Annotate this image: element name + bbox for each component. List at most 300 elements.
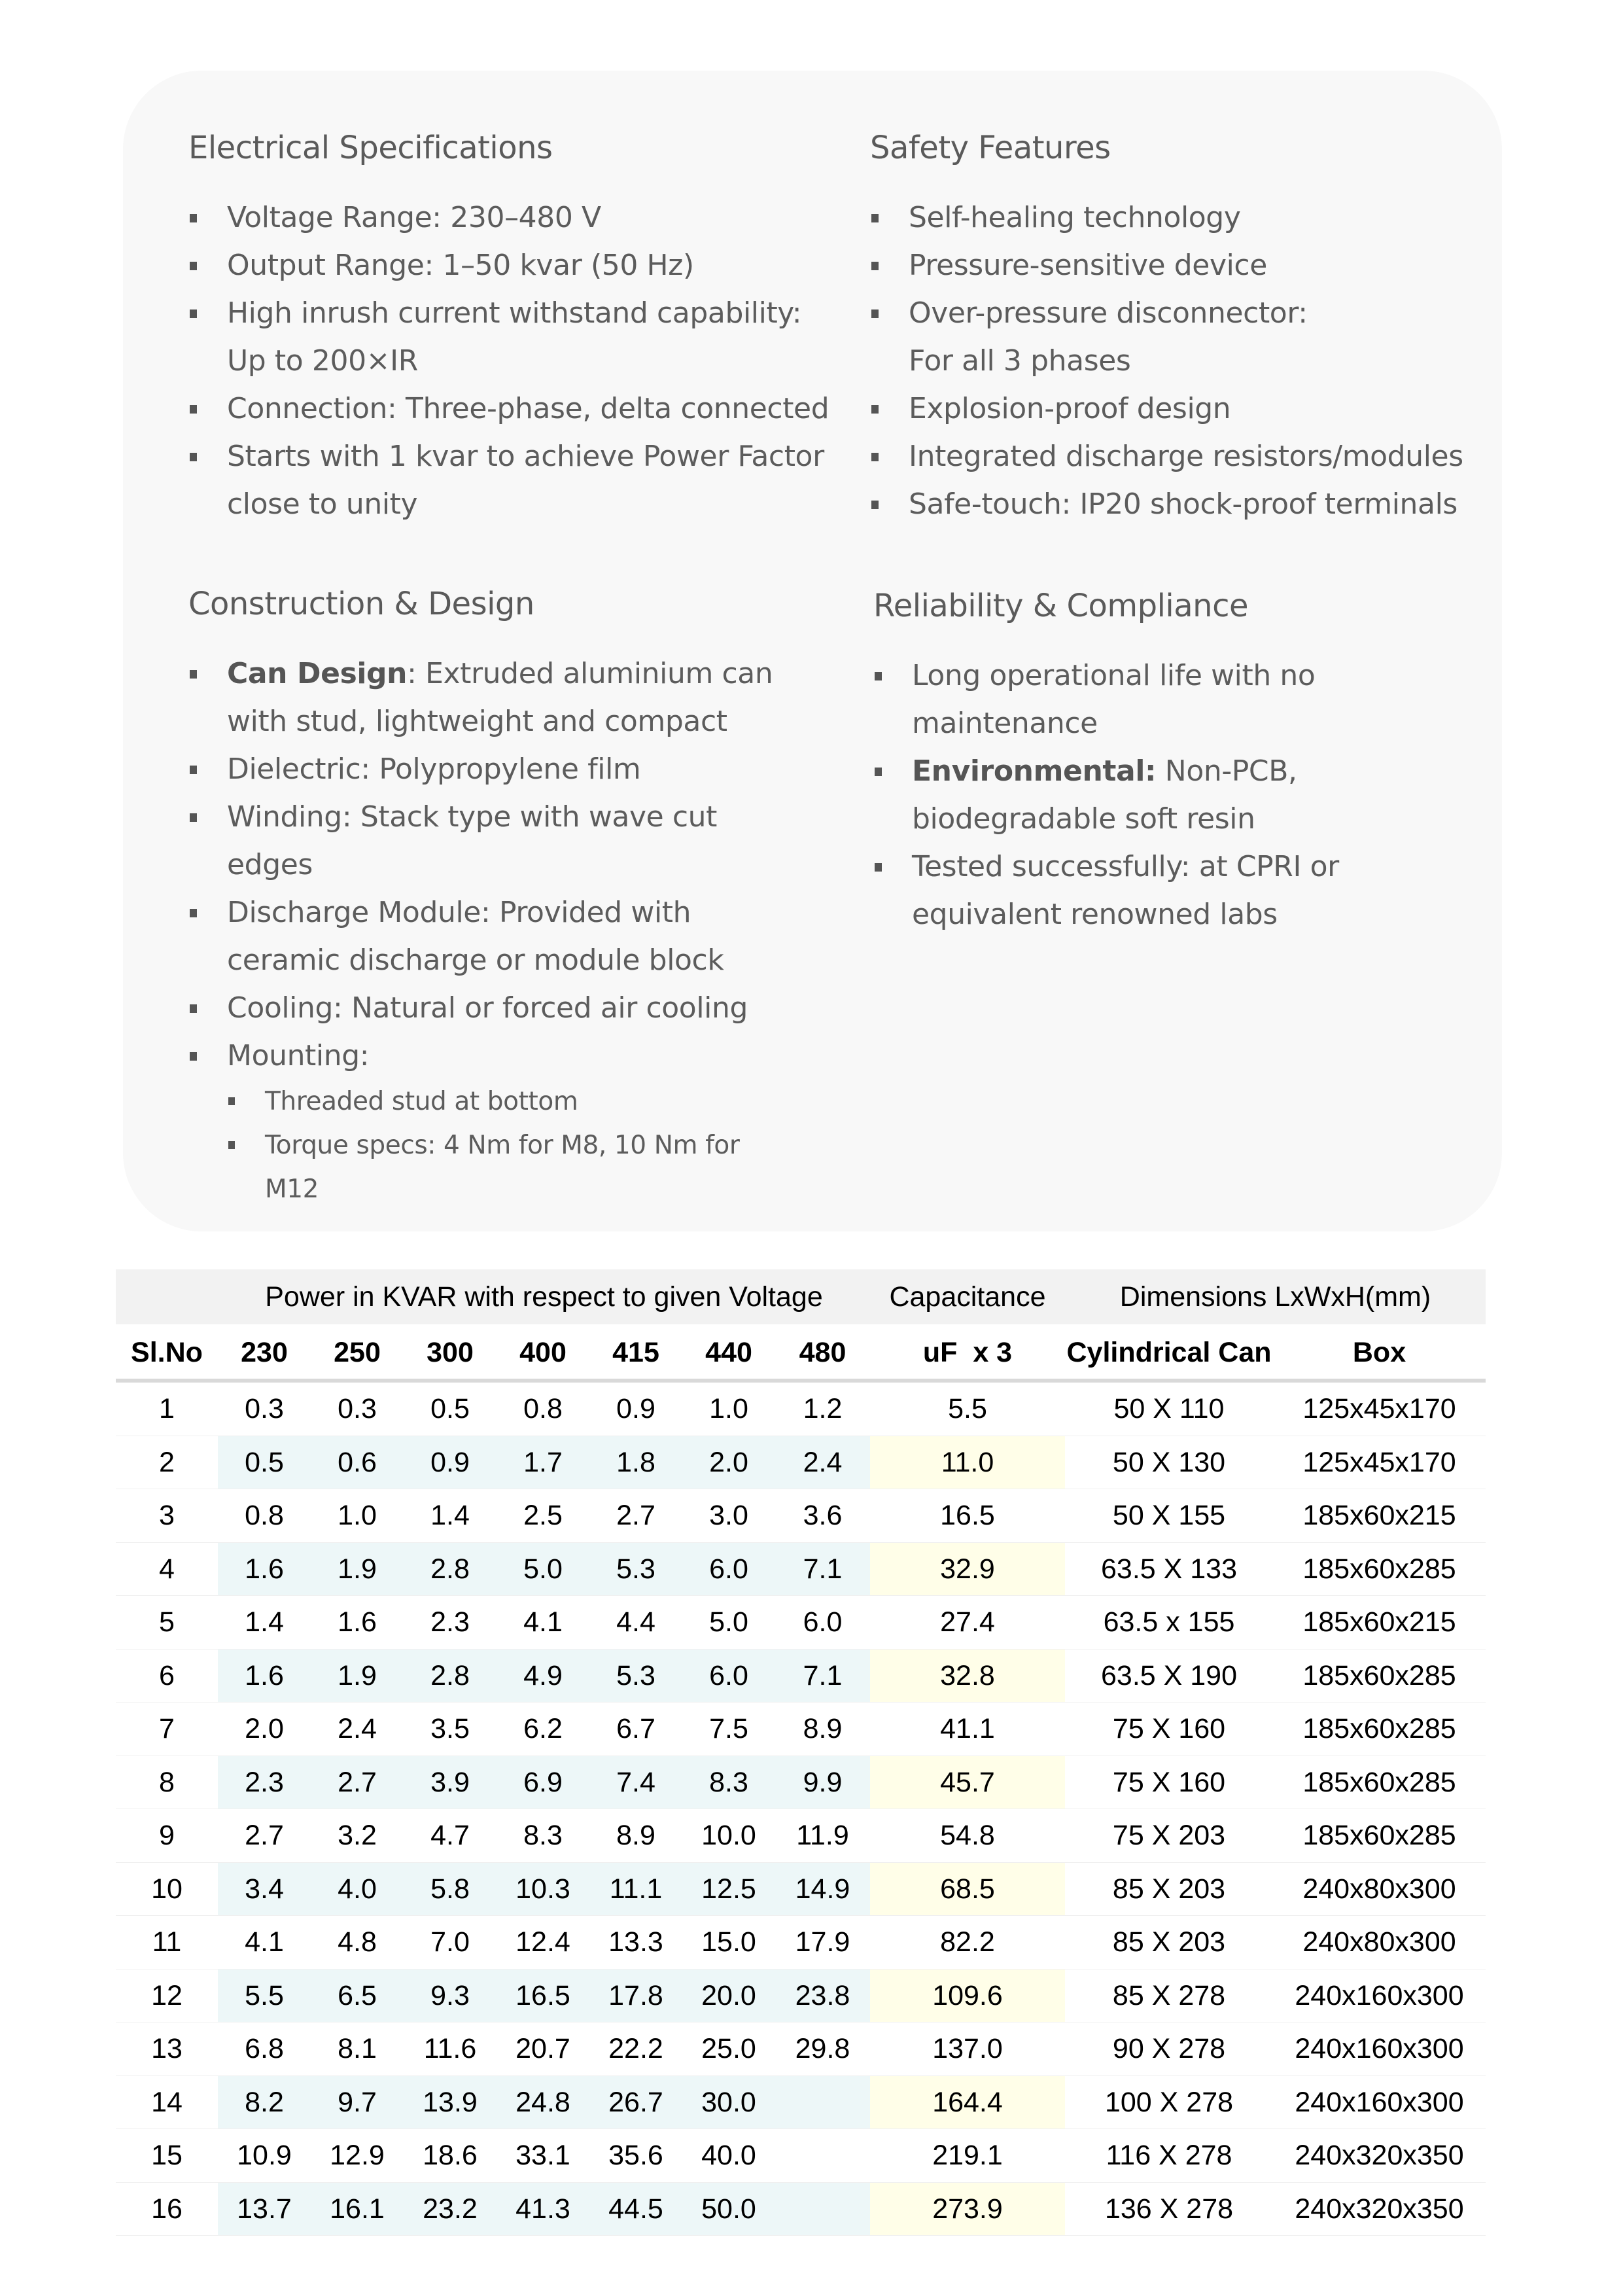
col-header-voltage: 440 [705,1337,752,1368]
cell-kvar: 12.9 [330,2140,385,2171]
item-text: Up to 200×IR [227,344,418,378]
item-text: Output Range: 1–50 kvar (50 Hz) [227,249,694,282]
item-text: High inrush current withstand capability: [227,296,802,330]
cell-kvar: 5.3 [616,1659,655,1691]
cell-sl-no: 1 [159,1393,175,1424]
cell-sl-no: 14 [151,2086,183,2118]
item-text: Discharge Module: Provided with [227,896,691,929]
cell-kvar: 1.6 [245,1659,284,1691]
table-column-header [116,1326,1486,1379]
spec-list [870,194,1498,528]
cell-sl-no: 11 [152,1926,182,1958]
square-bullet-icon [871,309,879,318]
cell-kvar [775,2076,870,2130]
cell-kvar: 13.3 [608,1926,663,1958]
cell-capacitance: 68.5 [940,1873,995,1905]
cell-kvar: 2.8 [430,1553,470,1585]
cell-box: 240x160x300 [1295,2033,1464,2064]
cell-kvar: 4.8 [338,1926,377,1958]
cell-box: 240x320x350 [1295,2193,1464,2225]
cell-cylindrical-can: 85 X 278 [1112,1979,1226,2011]
table-row [116,2076,1486,2130]
col-header-capacitance: uF x 3 [922,1337,1013,1368]
square-bullet-icon [871,405,879,414]
cell-cylindrical-can: 75 X 203 [1112,1820,1226,1851]
item-text: Connection: Three-phase, delta connected [227,392,829,425]
cell-cylindrical-can: 63.5 x 155 [1103,1606,1235,1638]
square-bullet-icon [190,309,197,318]
cell-cylindrical-can: 85 X 203 [1112,1926,1226,1958]
cell-kvar: 29.8 [795,2033,850,2064]
cell-kvar [775,2183,870,2236]
col-header-voltage: 230 [241,1337,288,1368]
cell-kvar: 23.8 [795,1979,850,2011]
square-bullet-icon [875,863,882,872]
cell-capacitance: 16.5 [940,1500,995,1531]
capacitance-group-header: Capacitance [889,1281,1046,1313]
cell-kvar: 4.1 [523,1606,563,1638]
cell-cylindrical-can: 63.5 X 190 [1100,1659,1237,1691]
cell-kvar: 33.1 [515,2140,570,2171]
cell-kvar: 6.9 [523,1766,563,1798]
cell-kvar: 0.8 [245,1500,284,1531]
cell-kvar: 24.8 [515,2086,570,2118]
cell-capacitance: 11.0 [941,1446,994,1478]
list-item [188,194,843,241]
cell-kvar: 1.6 [245,1553,284,1585]
cell-sl-no: 7 [159,1713,175,1744]
cell-kvar: 8.3 [709,1766,748,1798]
cell-kvar: 22.2 [608,2033,663,2064]
cell-kvar: 8.9 [616,1820,655,1851]
cell-kvar [775,2129,870,2183]
cell-cylindrical-can: 75 X 160 [1112,1713,1226,1744]
cell-kvar: 50.0 [701,2193,756,2225]
col-header-voltage: 250 [334,1337,381,1368]
item-text: Integrated discharge resistors/modules [909,440,1463,473]
col-header-voltage: 400 [519,1337,567,1368]
list-item [873,843,1462,938]
cell-kvar: 26.7 [608,2086,663,2118]
cell-kvar: 35.6 [608,2140,663,2171]
square-bullet-icon [190,214,197,222]
square-bullet-icon [875,672,882,680]
cell-sl-no: 13 [151,2033,183,2064]
item-text: edges [227,848,313,881]
cell-kvar: 30.0 [701,2086,756,2118]
cell-kvar: 7.1 [803,1553,843,1585]
cell-box: 185x60x285 [1302,1553,1456,1585]
col-header-voltage: 415 [612,1337,659,1368]
cell-kvar: 15.0 [701,1926,756,1958]
cell-box: 125x45x170 [1302,1393,1456,1424]
item-text: with stud, lightweight and compact [227,705,727,738]
cell-kvar: 5.0 [523,1553,563,1585]
electrical-specifications-section [188,128,843,528]
cell-box: 240x320x350 [1295,2140,1464,2171]
cell-kvar: 5.5 [245,1979,284,2011]
table-row [116,1756,1486,1810]
cell-kvar: 7.4 [616,1766,655,1798]
spec-list [873,652,1462,938]
item-text: Over-pressure disconnector: [909,296,1308,330]
cell-kvar: 0.6 [338,1446,377,1478]
list-item [188,289,843,385]
cell-kvar: 0.5 [245,1446,284,1478]
list-item [188,1032,816,1080]
cell-kvar: 4.9 [523,1659,563,1691]
table-row [116,1436,1486,1490]
square-bullet-icon [190,453,197,461]
table-row [116,1650,1486,1703]
cell-kvar: 10.0 [701,1820,756,1851]
cell-kvar: 17.8 [608,1979,663,2011]
cell-capacitance: 273.9 [932,2193,1003,2225]
cell-kvar: 4.0 [338,1873,377,1905]
cell-kvar: 18.6 [423,2140,478,2171]
item-text: For all 3 phases [909,344,1131,378]
cell-kvar: 11.9 [796,1820,849,1851]
cell-sl-no: 6 [159,1659,175,1691]
cell-kvar: 9.9 [803,1766,843,1798]
list-item [188,793,816,889]
item-text: Explosion-proof design [909,392,1231,425]
cell-kvar: 2.7 [338,1766,377,1798]
item-text: Cooling: Natural or forced air cooling [227,991,748,1025]
cell-kvar: 2.4 [338,1713,377,1744]
cell-kvar: 6.2 [523,1713,563,1744]
cell-kvar: 1.4 [430,1500,470,1531]
list-item [870,385,1498,433]
cell-kvar: 2.0 [709,1446,748,1478]
cell-kvar: 1.4 [245,1606,284,1638]
cell-kvar: 6.0 [803,1606,843,1638]
item-text: Mounting: [227,1039,370,1072]
cell-kvar: 2.7 [245,1820,284,1851]
cell-kvar: 16.1 [330,2193,385,2225]
cell-kvar: 0.5 [430,1393,470,1424]
list-item [870,241,1498,289]
item-text: Non-PCB, [1156,754,1297,788]
section-title: Construction & Design [188,586,534,622]
cell-kvar: 7.0 [430,1926,470,1958]
cell-sl-no: 2 [159,1446,175,1478]
cell-kvar: 5.0 [709,1606,748,1638]
cell-kvar: 7.1 [803,1659,843,1691]
item-text: Self-healing technology [909,201,1241,234]
spec-list [188,194,843,528]
specifications-card [123,71,1502,1231]
item-text: : Extruded aluminium can [407,657,773,690]
cell-kvar: 1.8 [616,1446,655,1478]
square-bullet-icon [190,909,197,917]
cell-box: 240x80x300 [1302,1926,1456,1958]
cell-cylindrical-can: 100 X 278 [1104,2086,1234,2118]
cell-cylindrical-can: 50 X 155 [1112,1500,1226,1531]
cell-kvar: 3.0 [709,1500,748,1531]
item-text: Tested successfully: at CPRI or [912,850,1339,883]
cell-kvar: 2.3 [245,1766,284,1798]
cell-kvar: 17.9 [795,1926,850,1958]
cell-capacitance: 27.4 [940,1606,995,1638]
col-header-cylindrical-can: Cylindrical Can [1066,1337,1272,1368]
cell-sl-no: 9 [159,1820,175,1851]
list-item [873,747,1462,843]
cell-kvar: 6.0 [709,1659,748,1691]
cell-capacitance: 54.8 [940,1820,995,1851]
list-item [188,745,816,793]
cell-capacitance: 32.8 [940,1659,995,1691]
cell-cylindrical-can: 63.5 X 133 [1100,1553,1237,1585]
cell-sl-no: 8 [159,1766,175,1798]
cell-kvar: 0.3 [338,1393,377,1424]
cell-kvar: 5.3 [616,1553,655,1585]
cell-cylindrical-can: 85 X 203 [1112,1873,1226,1905]
col-header-box: Box [1352,1337,1406,1368]
cell-kvar: 8.2 [245,2086,284,2118]
list-item [227,1080,816,1123]
cell-kvar: 2.8 [430,1659,470,1691]
cell-kvar: 44.5 [608,2193,663,2225]
cell-kvar: 10.3 [515,1873,570,1905]
square-bullet-icon [190,405,197,414]
cell-kvar: 8.9 [803,1713,843,1744]
cell-box: 185x60x215 [1302,1500,1456,1531]
cell-kvar: 20.7 [515,2033,570,2064]
table-row [116,1596,1486,1650]
cell-box: 240x160x300 [1295,1979,1464,2011]
section-title: Reliability & Compliance [873,588,1248,624]
cell-cylindrical-can: 116 X 278 [1106,2140,1232,2171]
cell-kvar: 4.1 [245,1926,284,1958]
cell-kvar: 2.7 [616,1500,655,1531]
table-row [116,2129,1486,2183]
cell-kvar: 3.2 [338,1820,377,1851]
item-text: close to unity [227,487,418,521]
list-item [870,289,1498,385]
square-bullet-icon [228,1097,235,1105]
item-text: M12 [265,1174,319,1204]
cell-kvar: 3.6 [803,1500,843,1531]
table-row [116,2183,1486,2236]
cell-capacitance: 82.2 [940,1926,995,1958]
item-text: Torque specs: 4 Nm for M8, 10 Nm for [265,1131,740,1160]
cell-capacitance: 5.5 [948,1393,987,1424]
cell-kvar: 6.7 [616,1713,655,1744]
item-text: equivalent renowned labs [912,898,1278,931]
col-header-voltage: 300 [427,1337,474,1368]
table-row [116,1916,1486,1969]
cell-kvar: 1.6 [338,1606,377,1638]
cell-capacitance: 137.0 [932,2033,1003,2064]
square-bullet-icon [190,262,197,270]
cell-kvar: 6.0 [709,1553,748,1585]
section-title: Electrical Specifications [188,130,553,166]
cell-cylindrical-can: 50 X 110 [1113,1393,1225,1424]
cell-box: 125x45x170 [1302,1446,1456,1478]
cell-kvar: 1.2 [803,1393,843,1424]
table-row [116,1543,1486,1597]
item-text: Starts with 1 kvar to achieve Power Factor [227,440,824,473]
cell-kvar: 0.9 [616,1393,655,1424]
cell-capacitance: 45.7 [940,1766,995,1798]
cell-kvar: 13.9 [423,2086,478,2118]
cell-capacitance: 41.1 [940,1713,995,1744]
list-item [870,480,1498,528]
cell-kvar: 1.7 [523,1446,563,1478]
cell-capacitance: 164.4 [932,2086,1003,2118]
item-text: Pressure-sensitive device [909,249,1267,282]
cell-kvar: 2.0 [245,1713,284,1744]
col-header-voltage: 480 [799,1337,846,1368]
cell-kvar: 2.4 [803,1446,843,1478]
list-item [227,1123,816,1211]
cell-sl-no: 16 [151,2193,183,2225]
square-bullet-icon [871,453,879,461]
cell-box: 240x160x300 [1295,2086,1464,2118]
cell-capacitance: 32.9 [940,1553,995,1585]
item-label: Can Design [227,657,408,690]
cell-cylindrical-can: 50 X 130 [1112,1446,1226,1478]
cell-kvar: 10.9 [237,2140,292,2171]
list-item [188,650,816,745]
cell-kvar: 9.3 [430,1979,470,2011]
cell-kvar: 4.7 [430,1820,470,1851]
reliability-compliance-section [873,586,1462,938]
list-item [870,194,1498,241]
cell-kvar: 14.9 [795,1873,850,1905]
cell-cylindrical-can: 90 X 278 [1112,2033,1226,2064]
item-text: Dielectric: Polypropylene film [227,752,641,786]
cell-box: 185x60x285 [1302,1766,1456,1798]
cell-cylindrical-can: 75 X 160 [1112,1766,1226,1798]
cell-kvar: 1.0 [709,1393,748,1424]
cell-box: 185x60x285 [1302,1820,1456,1851]
cell-sl-no: 3 [159,1500,175,1531]
table-row [116,1383,1486,1436]
cell-kvar: 6.5 [338,1979,377,2011]
cell-sl-no: 12 [151,1979,183,2011]
cell-box: 185x60x285 [1302,1713,1456,1744]
square-bullet-icon [190,1004,197,1013]
cell-kvar: 25.0 [701,2033,756,2064]
cell-kvar: 8.1 [338,2033,377,2064]
cell-kvar: 11.1 [609,1873,663,1905]
cell-capacitance: 219.1 [932,2140,1003,2171]
list-item [188,889,816,984]
dimensions-group-header: Dimensions LxWxH(mm) [1119,1281,1431,1313]
square-bullet-icon [228,1141,235,1149]
cell-box: 240x80x300 [1302,1873,1456,1905]
safety-features-section [870,128,1498,528]
cell-box: 185x60x215 [1302,1606,1456,1638]
table-row [116,1703,1486,1756]
cell-kvar: 16.5 [515,1979,570,2011]
item-text: biodegradable soft resin [912,802,1255,836]
cell-kvar: 6.8 [245,2033,284,2064]
cell-kvar: 1.9 [338,1553,377,1585]
list-item [188,385,843,433]
square-bullet-icon [190,1052,197,1061]
cell-cylindrical-can: 136 X 278 [1104,2193,1234,2225]
cell-kvar: 4.4 [616,1606,655,1638]
cell-kvar: 9.7 [338,2086,377,2118]
square-bullet-icon [871,262,879,270]
cell-sl-no: 4 [159,1553,175,1585]
square-bullet-icon [190,670,197,679]
table-row [116,1969,1486,2023]
table-row [116,1863,1486,1916]
list-item [870,433,1498,480]
cell-kvar: 23.2 [423,2193,478,2225]
item-text: Threaded stud at bottom [265,1087,578,1116]
square-bullet-icon [875,768,882,776]
sub-list [227,1080,816,1211]
square-bullet-icon [871,214,879,222]
list-item [873,652,1462,747]
power-group-header: Power in KVAR with respect to given Voltage [265,1281,823,1313]
square-bullet-icon [871,501,879,509]
cell-kvar: 1.0 [338,1500,377,1531]
section-title: Safety Features [870,130,1111,166]
cell-kvar: 20.0 [701,1979,756,2011]
cell-kvar: 2.3 [430,1606,470,1638]
list-item [188,241,843,289]
cell-kvar: 0.3 [245,1393,284,1424]
cell-kvar: 3.5 [430,1713,470,1744]
cell-sl-no: 10 [151,1873,183,1905]
cell-kvar: 12.4 [515,1926,570,1958]
cell-box: 185x60x285 [1302,1659,1456,1691]
item-text: Long operational life with no [912,659,1316,692]
table-group-header [116,1269,1486,1324]
item-text: Voltage Range: 230–480 V [227,201,601,234]
construction-design-section [188,584,816,1211]
item-label: Environmental: [912,754,1157,788]
square-bullet-icon [190,766,197,774]
cell-kvar: 3.9 [430,1766,470,1798]
item-text: Safe-touch: IP20 shock-proof terminals [909,487,1457,521]
cell-kvar: 1.9 [338,1659,377,1691]
cell-kvar: 8.3 [523,1820,563,1851]
list-item [188,433,843,528]
cell-sl-no: 5 [159,1606,175,1638]
col-header-sl-no: Sl.No [131,1337,203,1368]
cell-kvar: 2.5 [523,1500,563,1531]
cell-sl-no: 15 [151,2140,183,2171]
cell-kvar: 0.9 [430,1446,470,1478]
spec-list [188,650,816,1211]
cell-kvar: 7.5 [709,1713,748,1744]
item-text: ceramic discharge or module block [227,944,724,977]
cell-kvar: 13.7 [237,2193,292,2225]
item-text: Winding: Stack type with wave cut [227,800,718,834]
cell-kvar: 5.8 [430,1873,470,1905]
cell-kvar: 11.6 [423,2033,477,2064]
square-bullet-icon [190,813,197,822]
item-text: maintenance [912,707,1098,740]
table-body [116,1383,1486,2236]
table-row [116,1489,1486,1543]
cell-kvar: 41.3 [515,2193,570,2225]
cell-kvar: 0.8 [523,1393,563,1424]
cell-kvar: 3.4 [245,1873,284,1905]
table-row [116,2022,1486,2076]
cell-kvar: 40.0 [701,2140,756,2171]
list-item [188,984,816,1032]
sub-list-container [188,1080,816,1211]
cell-kvar: 12.5 [701,1873,756,1905]
